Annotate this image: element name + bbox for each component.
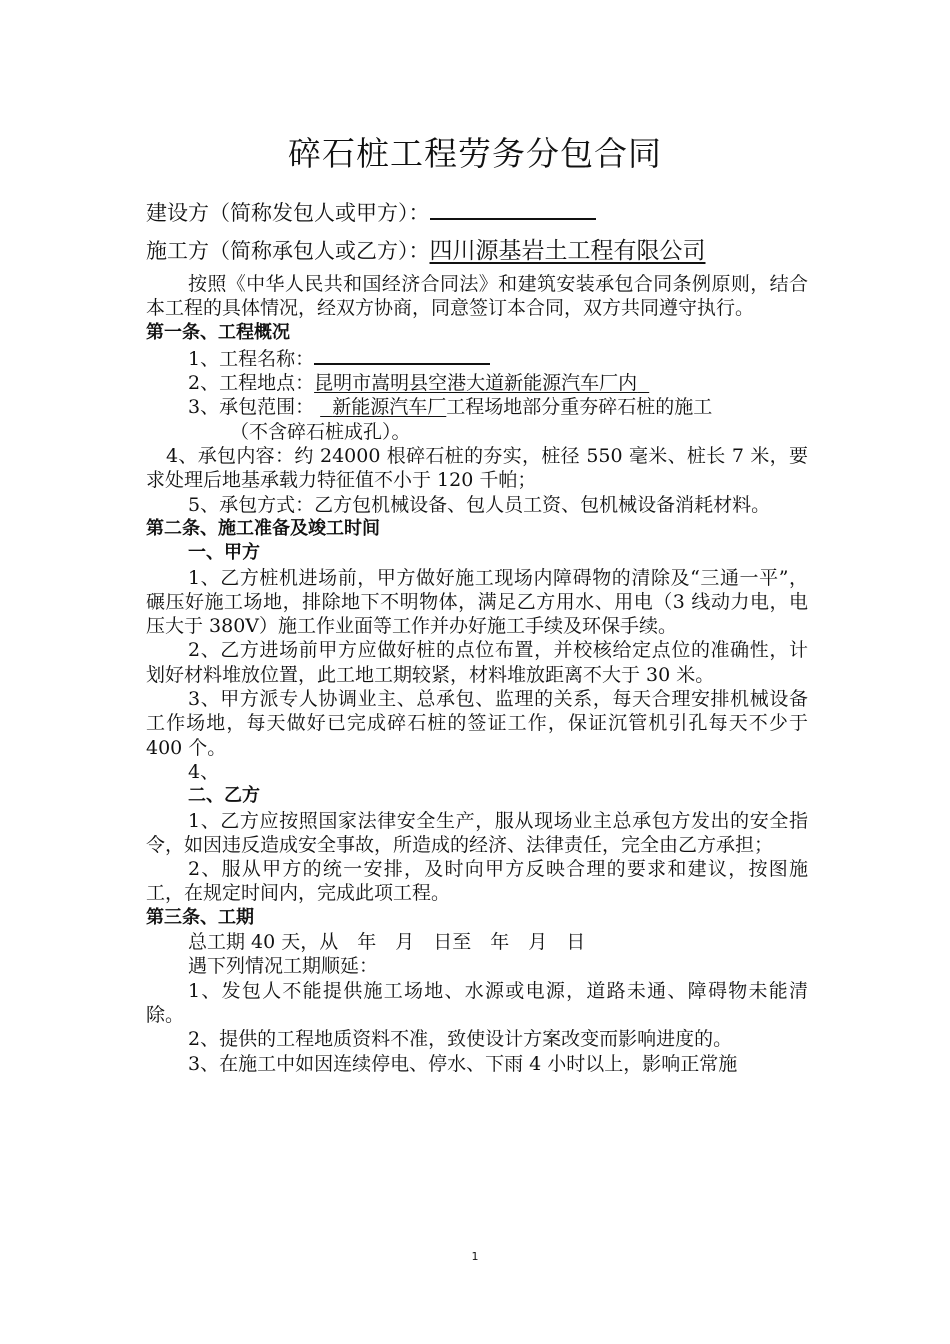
project-location-value: 昆明市嵩明县空港大道新能源汽车厂内 xyxy=(314,372,638,395)
party-b-duty-2: 2、服从甲方的统一安排，及时向甲方反映合理的要求和建议，按图施工，在规定时间内，完成此项工程。 xyxy=(146,858,808,905)
intro-paragraph: 按照《中华人民共和国经济合同法》和建筑安装承包合同条例原则，结合本工程的具体情况，经双方协商，同意签订本合同，双方共同遵守执行。 xyxy=(146,273,808,320)
delay-intro: 遇下列情况工期顺延： xyxy=(188,955,379,978)
party-a-line xyxy=(146,198,808,228)
contract-content: 4、承包内容：约 24000 根碎石桩的夯实，桩径 550 毫米、桩长 7 米，要求处理后地基承载力特征值不小于 120 千帕； xyxy=(146,445,808,492)
party-a-duty-2: 2、乙方进场前甲方应做好桩的点位布置，并校核给定点位的准确性，计划好材料堆放位置，此工地工期较紧，材料堆放距离不大于 30 米。 xyxy=(146,639,808,686)
party-b-name: 四川源基岩土工程有限公司 xyxy=(429,238,706,264)
article-1-heading: 第一条、工程概况 xyxy=(146,321,290,343)
project-location-line xyxy=(146,371,808,395)
party-a-label: 建设方（简称发包人或甲方）： xyxy=(146,201,430,225)
party-a-duty-1: 1、乙方桩机进场前，甲方做好施工现场内障碍物的清除及“三通一平”，碾压好施工场地，排除地下不明物体，满足乙方用水、用电（3 线动力电，电压大于 380V）施工作业面等工作并办好施工手续及环保手续。 xyxy=(146,566,808,638)
delay-case-2: 2、提供的工程地质资料不准，致使设计方案改变而影响进度的。 xyxy=(188,1028,733,1051)
scope-value: 新能源汽车厂 xyxy=(332,396,447,419)
scope-label: 3、承包范围： xyxy=(188,396,315,419)
project-name-line xyxy=(146,345,808,371)
party-b-duty-1: 1、乙方应按照国家法律安全生产，服从现场业主总承包方发出的安全指令，如因违反造成安全事故，所造成的经济、法律责任，完全由乙方承担； xyxy=(146,809,808,856)
contract-title: 碎石桩工程劳务分包合同 xyxy=(288,134,662,173)
contract-body xyxy=(146,198,808,1076)
party-a-duty-4: 4、 xyxy=(188,760,220,783)
delay-case-3: 3、在施工中如因连续停电、停水、下雨 4 小时以上，影响正常施 xyxy=(188,1052,738,1075)
article-2-heading: 第二条、施工准备及竣工时间 xyxy=(146,517,380,539)
party-b-label: 施工方（简称承包人或乙方）： xyxy=(146,239,430,263)
contract-method: 5、承包方式：乙方包机械设备、包人员工资、包机械设备消耗材料。 xyxy=(188,493,771,516)
delay-case-1: 1、发包人不能提供施工场地、水源或电源，道路未通、障碍物未能清除。 xyxy=(146,979,808,1026)
project-location-label: 2、工程地点： xyxy=(188,372,315,395)
party-a-subheading: 一、甲方 xyxy=(188,542,260,564)
party-a-duty-3: 3、甲方派专人协调业主、总承包、监理的关系，每天合理安排机械设备工作场地，每天做好已完成碎石桩的签证工作，保证沉管机引孔每天不少于 400 个。 xyxy=(146,688,808,759)
party-b-subheading: 二、乙方 xyxy=(188,785,260,807)
project-name-label: 1、工程名称： xyxy=(188,347,315,370)
article-3-heading: 第三条、工期 xyxy=(146,906,254,928)
scope-line xyxy=(146,395,808,419)
party-a-blank xyxy=(430,200,596,220)
party-b-line xyxy=(146,236,808,266)
total-duration: 总工期 40 天，从 年 月 日至 年 月 日 xyxy=(188,931,586,954)
page-number: 1 xyxy=(471,1250,479,1263)
project-name-blank xyxy=(314,345,490,365)
scope-rest: 工程场地部分重夯碎石桩的施工 xyxy=(446,396,713,419)
scope-line-2: （不含碎石桩成孔）。 xyxy=(230,420,411,443)
